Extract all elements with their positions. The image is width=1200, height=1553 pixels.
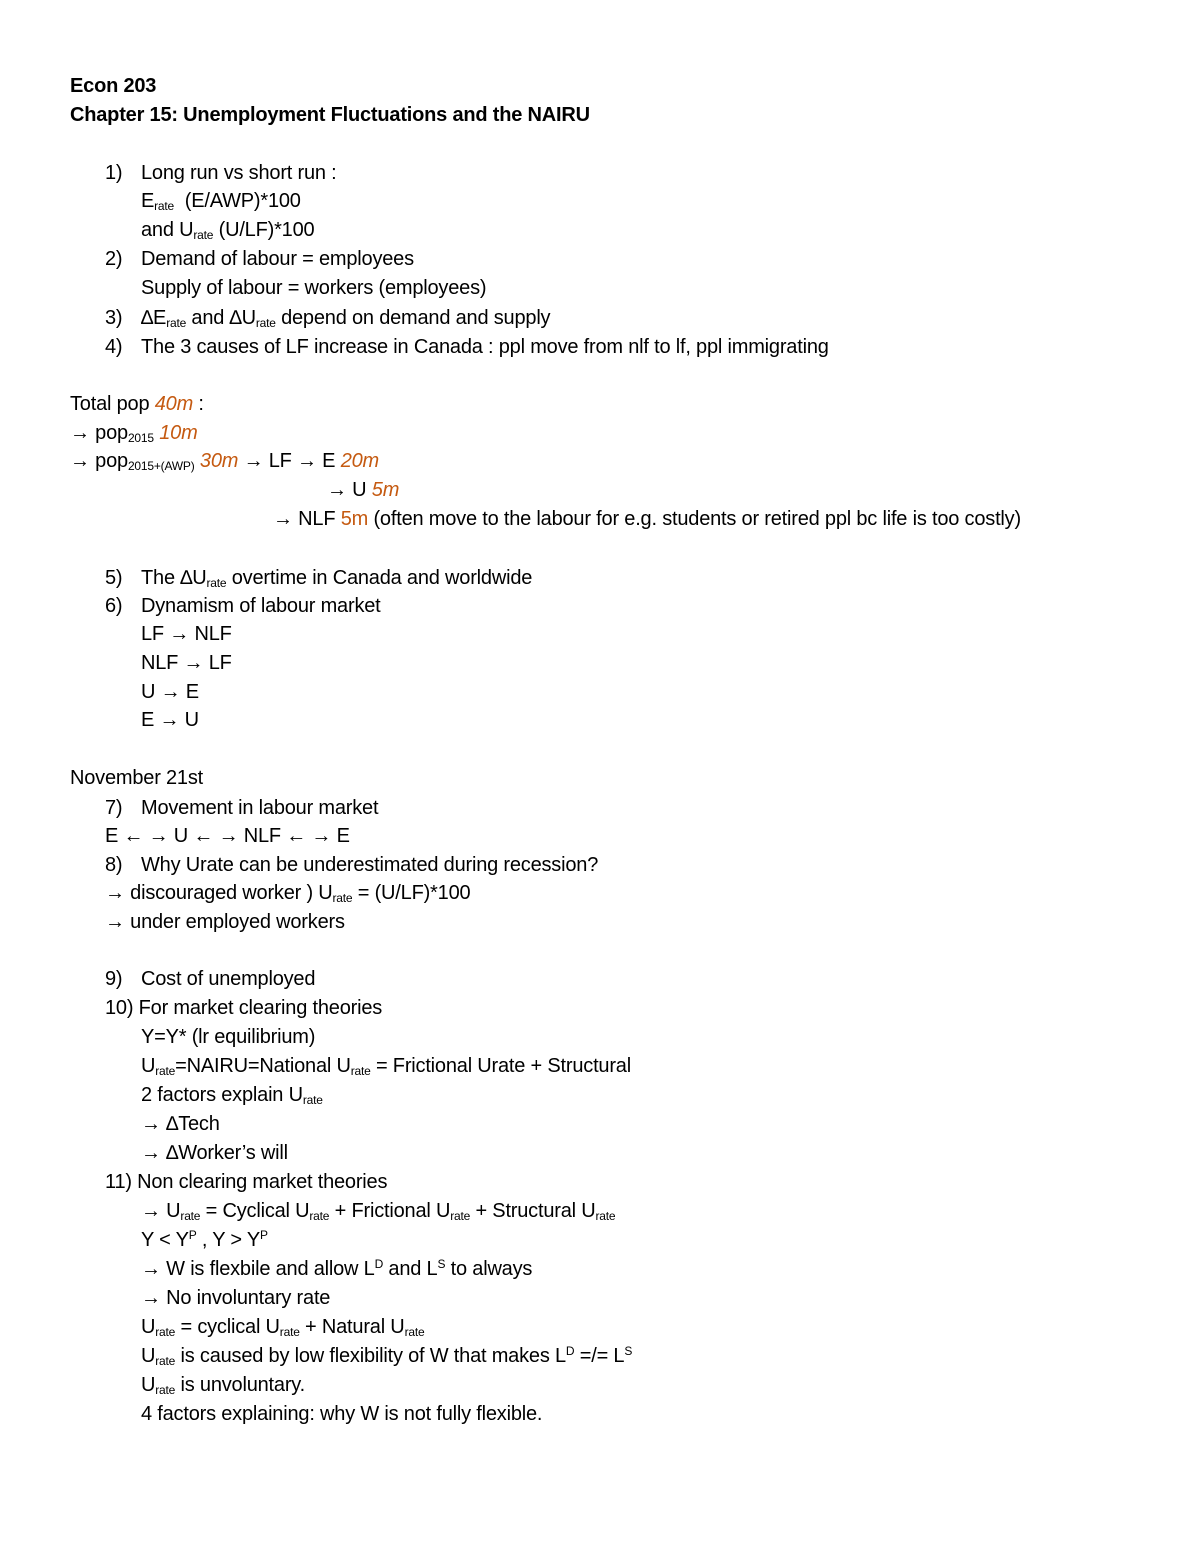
factors-line [141, 1083, 323, 1107]
tech-line: → ∆Tech [141, 1113, 220, 1135]
superscript: P [188, 1228, 197, 1242]
item-1 [105, 161, 337, 185]
subscript: rate [350, 1064, 371, 1078]
text: , Y > Y [196, 1229, 261, 1251]
flow-nlf-lf: NLF → LF [141, 652, 232, 674]
item-number: 3) [105, 307, 123, 329]
text: → discouraged worker ) U [105, 882, 333, 904]
nairu-line [141, 1054, 631, 1078]
text: overtime in Canada and worldwide [226, 567, 533, 589]
output-gap-line [141, 1228, 268, 1252]
subscript: rate [309, 1209, 330, 1223]
superscript: S [437, 1257, 446, 1271]
value: 20m [340, 450, 379, 472]
item-text: The 3 causes of LF increase in Canada : ppl move from nlf to lf, ppl immigrating [141, 336, 829, 358]
subscript: 2015 [127, 431, 154, 445]
unvoluntary-line [141, 1373, 305, 1397]
subscript: rate [404, 1325, 425, 1339]
text: pop [89, 422, 128, 444]
item-number: 1) [105, 162, 123, 184]
text: and U [141, 219, 194, 241]
arrow-icon: → [70, 422, 90, 444]
item-number: 8) [105, 854, 123, 876]
subscript: rate [450, 1209, 471, 1223]
text: U [141, 1345, 156, 1367]
pop-awp-line [70, 449, 379, 473]
subscript: rate [154, 199, 175, 213]
value: 40m [154, 393, 194, 415]
subscript: rate [155, 1383, 176, 1397]
course-title: Econ 203 [70, 75, 157, 97]
text: Y < Y [141, 1229, 189, 1251]
text: = Cyclical U [200, 1200, 310, 1222]
item-10 [105, 996, 382, 1020]
subscript: rate [166, 316, 187, 330]
item-number: 6) [105, 595, 123, 617]
text: + Natural U [299, 1316, 405, 1338]
text: is caused by low flexibility of W that makes L [175, 1345, 566, 1367]
item-3 [105, 306, 550, 330]
text: and ∆U [186, 307, 256, 329]
subscript: rate [206, 576, 227, 590]
text: 2 factors explain U [141, 1084, 303, 1106]
four-factors-line: 4 factors explaining: why W is not fully flexible. [141, 1403, 543, 1425]
item-1-line-urate [141, 218, 314, 242]
underemployed-line: → under employed workers [105, 911, 345, 933]
item-number: 2) [105, 248, 123, 270]
item-number: 11) [105, 1171, 132, 1193]
text: to always [445, 1258, 533, 1280]
subscript: rate [193, 228, 214, 242]
flow-e-u: E → U [141, 709, 199, 731]
item-2-line-supply: Supply of labour = workers (employees) [141, 277, 487, 299]
item-number: 7) [105, 797, 123, 819]
value: 30m [199, 450, 239, 472]
text: E [141, 190, 155, 212]
text: U [346, 479, 372, 501]
subscript: rate [279, 1325, 300, 1339]
equilibrium-line: Y=Y* (lr equilibrium) [141, 1026, 316, 1048]
item-11 [105, 1170, 387, 1194]
flow-u-e: U → E [141, 681, 199, 703]
item-text: Non clearing market theories [131, 1171, 388, 1193]
subscript: rate [255, 316, 276, 330]
subscript: rate [155, 1064, 176, 1078]
subscript: rate [180, 1209, 201, 1223]
text: U [141, 1374, 156, 1396]
chapter-title: Chapter 15: Unemployment Fluctuations and the NAIRU [70, 104, 590, 126]
superscript: D [374, 1257, 384, 1271]
item-text: For market clearing theories [133, 997, 383, 1019]
subscript: rate [155, 1325, 176, 1339]
text: Total pop [70, 393, 155, 415]
text: (often move to the labour for e.g. students or retired ppl bc life is too costly) [368, 508, 1021, 530]
flow-lf-nlf: LF → NLF [141, 623, 232, 645]
item-9 [105, 967, 315, 991]
subscript: rate [332, 891, 353, 905]
value: 5m [340, 508, 369, 530]
workers-will-line: → ∆Worker’s will [141, 1142, 288, 1164]
item-4 [105, 335, 829, 359]
section-date: November 21st [70, 767, 204, 789]
text: = cyclical U [175, 1316, 280, 1338]
cyclical-natural-line [141, 1315, 424, 1339]
pop-2015-line [70, 421, 198, 445]
low-flexibility-line [141, 1344, 632, 1368]
no-involuntary-line: → No involuntary rate [141, 1287, 331, 1309]
total-pop-line [70, 392, 204, 416]
text: is unvoluntary. [175, 1374, 305, 1396]
item-text: Long run vs short run : [141, 162, 337, 184]
item-text: Cost of unemployed [141, 968, 316, 990]
wage-flexible-line [141, 1257, 532, 1281]
item-1-line-erate [141, 189, 301, 213]
text: → W is flexbile and allow L [141, 1258, 375, 1280]
text: NLF [292, 508, 341, 530]
nlf-line [273, 507, 1021, 531]
item-7 [105, 796, 378, 820]
text: ∆E [141, 307, 167, 329]
text: : [193, 393, 204, 415]
item-8 [105, 853, 598, 877]
text: + Frictional U [329, 1200, 451, 1222]
item-6 [105, 594, 381, 618]
text: (U/LF)*100 [213, 219, 315, 241]
item-text: Demand of labour = employees [141, 248, 414, 270]
arrow-icon: → [273, 508, 293, 530]
item-text: Movement in labour market [141, 797, 379, 819]
item-number: 9) [105, 968, 123, 990]
superscript: S [624, 1344, 633, 1358]
item-5 [105, 566, 532, 590]
text: = Frictional Urate + Structural [370, 1055, 631, 1077]
text: and L [383, 1258, 438, 1280]
subscript: rate [595, 1209, 616, 1223]
item-number: 4) [105, 336, 123, 358]
arrow-icon: → [327, 479, 347, 501]
item-number: 10) [105, 997, 134, 1019]
item-text: Dynamism of labour market [141, 595, 381, 617]
movement-line: E ← → U ← → NLF ← → E [105, 825, 350, 847]
arrow-icon: → [70, 450, 90, 472]
discouraged-worker-line [105, 881, 470, 905]
unemployed-line [327, 478, 399, 502]
text: pop [89, 450, 128, 472]
superscript: D [565, 1344, 575, 1358]
text: U [141, 1055, 156, 1077]
item-2 [105, 247, 414, 271]
subscript: rate [302, 1093, 323, 1107]
text: depend on demand and supply [275, 307, 551, 329]
subscript: 2015+(AWP) [127, 459, 195, 473]
text: = (U/LF)*100 [352, 882, 471, 904]
value: 5m [371, 479, 400, 501]
text: → LF → E [238, 450, 341, 472]
text: → U [141, 1200, 181, 1222]
superscript: P [260, 1228, 268, 1242]
text: U [141, 1316, 156, 1338]
item-text: Why Urate can be underestimated during recession? [141, 854, 599, 876]
item-number: 5) [105, 567, 123, 589]
text: =/= L [574, 1345, 625, 1367]
text: (E/AWP)*100 [174, 190, 301, 212]
text: + Structural U [470, 1200, 596, 1222]
text: The ∆U [141, 567, 207, 589]
urate-components-line [141, 1199, 615, 1223]
value: 10m [159, 422, 198, 444]
text: =NAIRU=National U [175, 1055, 351, 1077]
subscript: rate [155, 1354, 176, 1368]
